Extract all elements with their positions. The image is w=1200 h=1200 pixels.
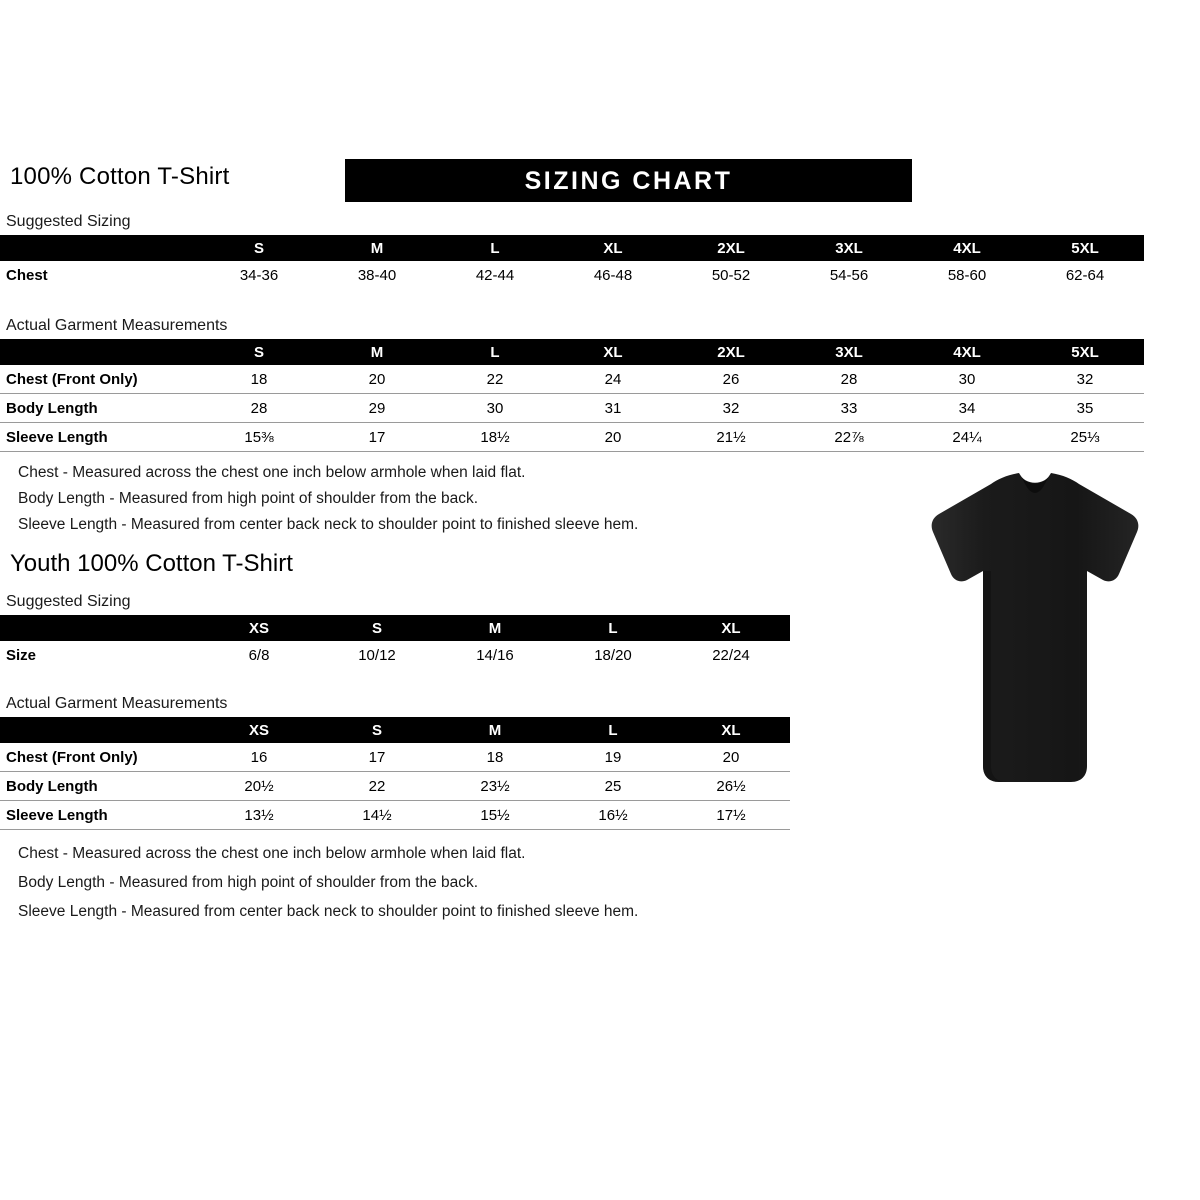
header-cell: M bbox=[318, 339, 436, 365]
youth-note-body-length: Body Length - Measured from high point of shoulder from the back. bbox=[18, 874, 479, 891]
cell: 23½ bbox=[436, 772, 554, 801]
row-label: Size bbox=[6, 646, 37, 664]
cell: 62-64 bbox=[1065, 266, 1105, 284]
header-cell: L bbox=[436, 235, 554, 261]
adult-note-sleeve-length: Sleeve Length - Measured from center back neck to shoulder point to finished sleeve hem. bbox=[18, 516, 639, 533]
adult-title-row bbox=[10, 163, 910, 199]
cell: 24 bbox=[554, 365, 672, 394]
row-label: Sleeve Length bbox=[0, 423, 200, 452]
cell: 30 bbox=[436, 394, 554, 423]
header-cell: L bbox=[554, 615, 672, 641]
header-label-cell bbox=[0, 339, 200, 365]
row-label: Chest (Front Only) bbox=[0, 743, 200, 772]
cell: 31 bbox=[554, 394, 672, 423]
youth-note-sleeve-length: Sleeve Length - Measured from center back neck to shoulder point to finished sleeve hem. bbox=[18, 903, 639, 920]
header-cell: L bbox=[436, 339, 554, 365]
header-label-cell bbox=[0, 235, 200, 261]
header-cell: 4XL bbox=[908, 339, 1026, 365]
cell: 32 bbox=[1026, 365, 1144, 394]
header-cell: M bbox=[436, 717, 554, 743]
cell: 26 bbox=[672, 365, 790, 394]
cell: 20 bbox=[318, 365, 436, 394]
cell: 46-48 bbox=[593, 266, 633, 284]
header-cell: 2XL bbox=[672, 235, 790, 261]
youth-actual-measurements-table bbox=[0, 717, 790, 830]
cell: 34-36 bbox=[239, 266, 279, 284]
row-label: Body Length bbox=[0, 772, 200, 801]
cell: 29 bbox=[318, 394, 436, 423]
sizing-chart-banner bbox=[345, 159, 912, 202]
header-cell: 3XL bbox=[790, 339, 908, 365]
cell: 25⅓ bbox=[1026, 423, 1144, 452]
header-cell: L bbox=[554, 717, 672, 743]
cell: 15⅜ bbox=[200, 423, 318, 452]
header-cell: XL bbox=[554, 339, 672, 365]
cell: 10/12 bbox=[358, 646, 396, 664]
cell: 34 bbox=[908, 394, 1026, 423]
cell: 54-56 bbox=[829, 266, 869, 284]
header-cell: M bbox=[318, 235, 436, 261]
adult-actual-measurements-table bbox=[0, 339, 1144, 452]
tshirt-image bbox=[895, 470, 1175, 815]
cell: 14½ bbox=[318, 801, 436, 830]
cell: 28 bbox=[200, 394, 318, 423]
table-row bbox=[0, 772, 790, 801]
header-cell: 5XL bbox=[1026, 235, 1144, 261]
header-cell: 2XL bbox=[672, 339, 790, 365]
adult-product-title: 100% Cotton T-Shirt bbox=[10, 163, 230, 190]
table-row bbox=[0, 641, 790, 669]
cell: 17½ bbox=[672, 801, 790, 830]
cell: 21½ bbox=[672, 423, 790, 452]
table-row bbox=[0, 801, 790, 830]
cell: 18½ bbox=[436, 423, 554, 452]
youth-suggested-sizing-label: Suggested Sizing bbox=[6, 593, 131, 610]
header-cell: XL bbox=[672, 615, 790, 641]
cell: 26½ bbox=[672, 772, 790, 801]
youth-product-title: Youth 100% Cotton T-Shirt bbox=[10, 550, 293, 577]
header-cell: XL bbox=[672, 717, 790, 743]
header-cell: S bbox=[200, 339, 318, 365]
cell: 24¼ bbox=[908, 423, 1026, 452]
cell: 38-40 bbox=[357, 266, 397, 284]
adult-note-chest: Chest - Measured across the chest one inch below armhole when laid flat. bbox=[18, 464, 526, 481]
cell: 17 bbox=[318, 423, 436, 452]
table-row bbox=[0, 394, 1144, 423]
table-row bbox=[0, 743, 790, 772]
cell: 17 bbox=[318, 743, 436, 772]
cell: 18/20 bbox=[594, 646, 632, 664]
cell: 42-44 bbox=[475, 266, 515, 284]
header-cell: 4XL bbox=[908, 235, 1026, 261]
cell: 22 bbox=[318, 772, 436, 801]
youth-suggested-sizing-table bbox=[0, 615, 790, 669]
cell: 19 bbox=[554, 743, 672, 772]
table-row bbox=[0, 423, 1144, 452]
table-row bbox=[0, 261, 1144, 289]
row-label: Chest (Front Only) bbox=[0, 365, 200, 394]
cell: 33 bbox=[790, 394, 908, 423]
cell: 22 bbox=[436, 365, 554, 394]
header-cell: S bbox=[200, 235, 318, 261]
header-cell: S bbox=[318, 717, 436, 743]
cell: 22⅞ bbox=[790, 423, 908, 452]
cell: 16 bbox=[200, 743, 318, 772]
cell: 22/24 bbox=[712, 646, 750, 664]
cell: 18 bbox=[436, 743, 554, 772]
adult-suggested-sizing-label: Suggested Sizing bbox=[6, 213, 131, 230]
header-cell: 5XL bbox=[1026, 339, 1144, 365]
cell: 14/16 bbox=[476, 646, 514, 664]
header-cell: XL bbox=[554, 235, 672, 261]
cell: 15½ bbox=[436, 801, 554, 830]
header-cell: S bbox=[318, 615, 436, 641]
cell: 58-60 bbox=[947, 266, 987, 284]
cell: 28 bbox=[790, 365, 908, 394]
table-header-row bbox=[0, 235, 1144, 261]
cell: 25 bbox=[554, 772, 672, 801]
cell: 20 bbox=[672, 743, 790, 772]
table-row bbox=[0, 365, 1144, 394]
row-label: Chest bbox=[6, 266, 48, 284]
youth-actual-measurements-label: Actual Garment Measurements bbox=[6, 695, 228, 712]
row-label: Sleeve Length bbox=[0, 801, 200, 830]
cell: 30 bbox=[908, 365, 1026, 394]
cell: 13½ bbox=[200, 801, 318, 830]
cell: 18 bbox=[200, 365, 318, 394]
row-label: Body Length bbox=[0, 394, 200, 423]
cell: 50-52 bbox=[711, 266, 751, 284]
adult-suggested-sizing-table bbox=[0, 235, 1144, 289]
black-tshirt-icon bbox=[895, 470, 1175, 815]
cell: 35 bbox=[1026, 394, 1144, 423]
adult-actual-measurements-label: Actual Garment Measurements bbox=[6, 317, 228, 334]
cell: 20 bbox=[554, 423, 672, 452]
cell: 20½ bbox=[200, 772, 318, 801]
cell: 16½ bbox=[554, 801, 672, 830]
header-label-cell bbox=[0, 615, 200, 641]
table-header-row bbox=[0, 717, 790, 743]
adult-note-body-length: Body Length - Measured from high point of shoulder from the back. bbox=[18, 490, 479, 507]
sizing-chart-banner-label: SIZING CHART bbox=[524, 167, 733, 195]
cell: 6/8 bbox=[248, 646, 270, 664]
header-cell: XS bbox=[200, 717, 318, 743]
table-header-row bbox=[0, 615, 790, 641]
youth-note-chest: Chest - Measured across the chest one inch below armhole when laid flat. bbox=[18, 845, 526, 862]
table-header-row bbox=[0, 339, 1144, 365]
header-cell: XS bbox=[200, 615, 318, 641]
header-label-cell bbox=[0, 717, 200, 743]
header-cell: 3XL bbox=[790, 235, 908, 261]
header-cell: M bbox=[436, 615, 554, 641]
cell: 32 bbox=[672, 394, 790, 423]
